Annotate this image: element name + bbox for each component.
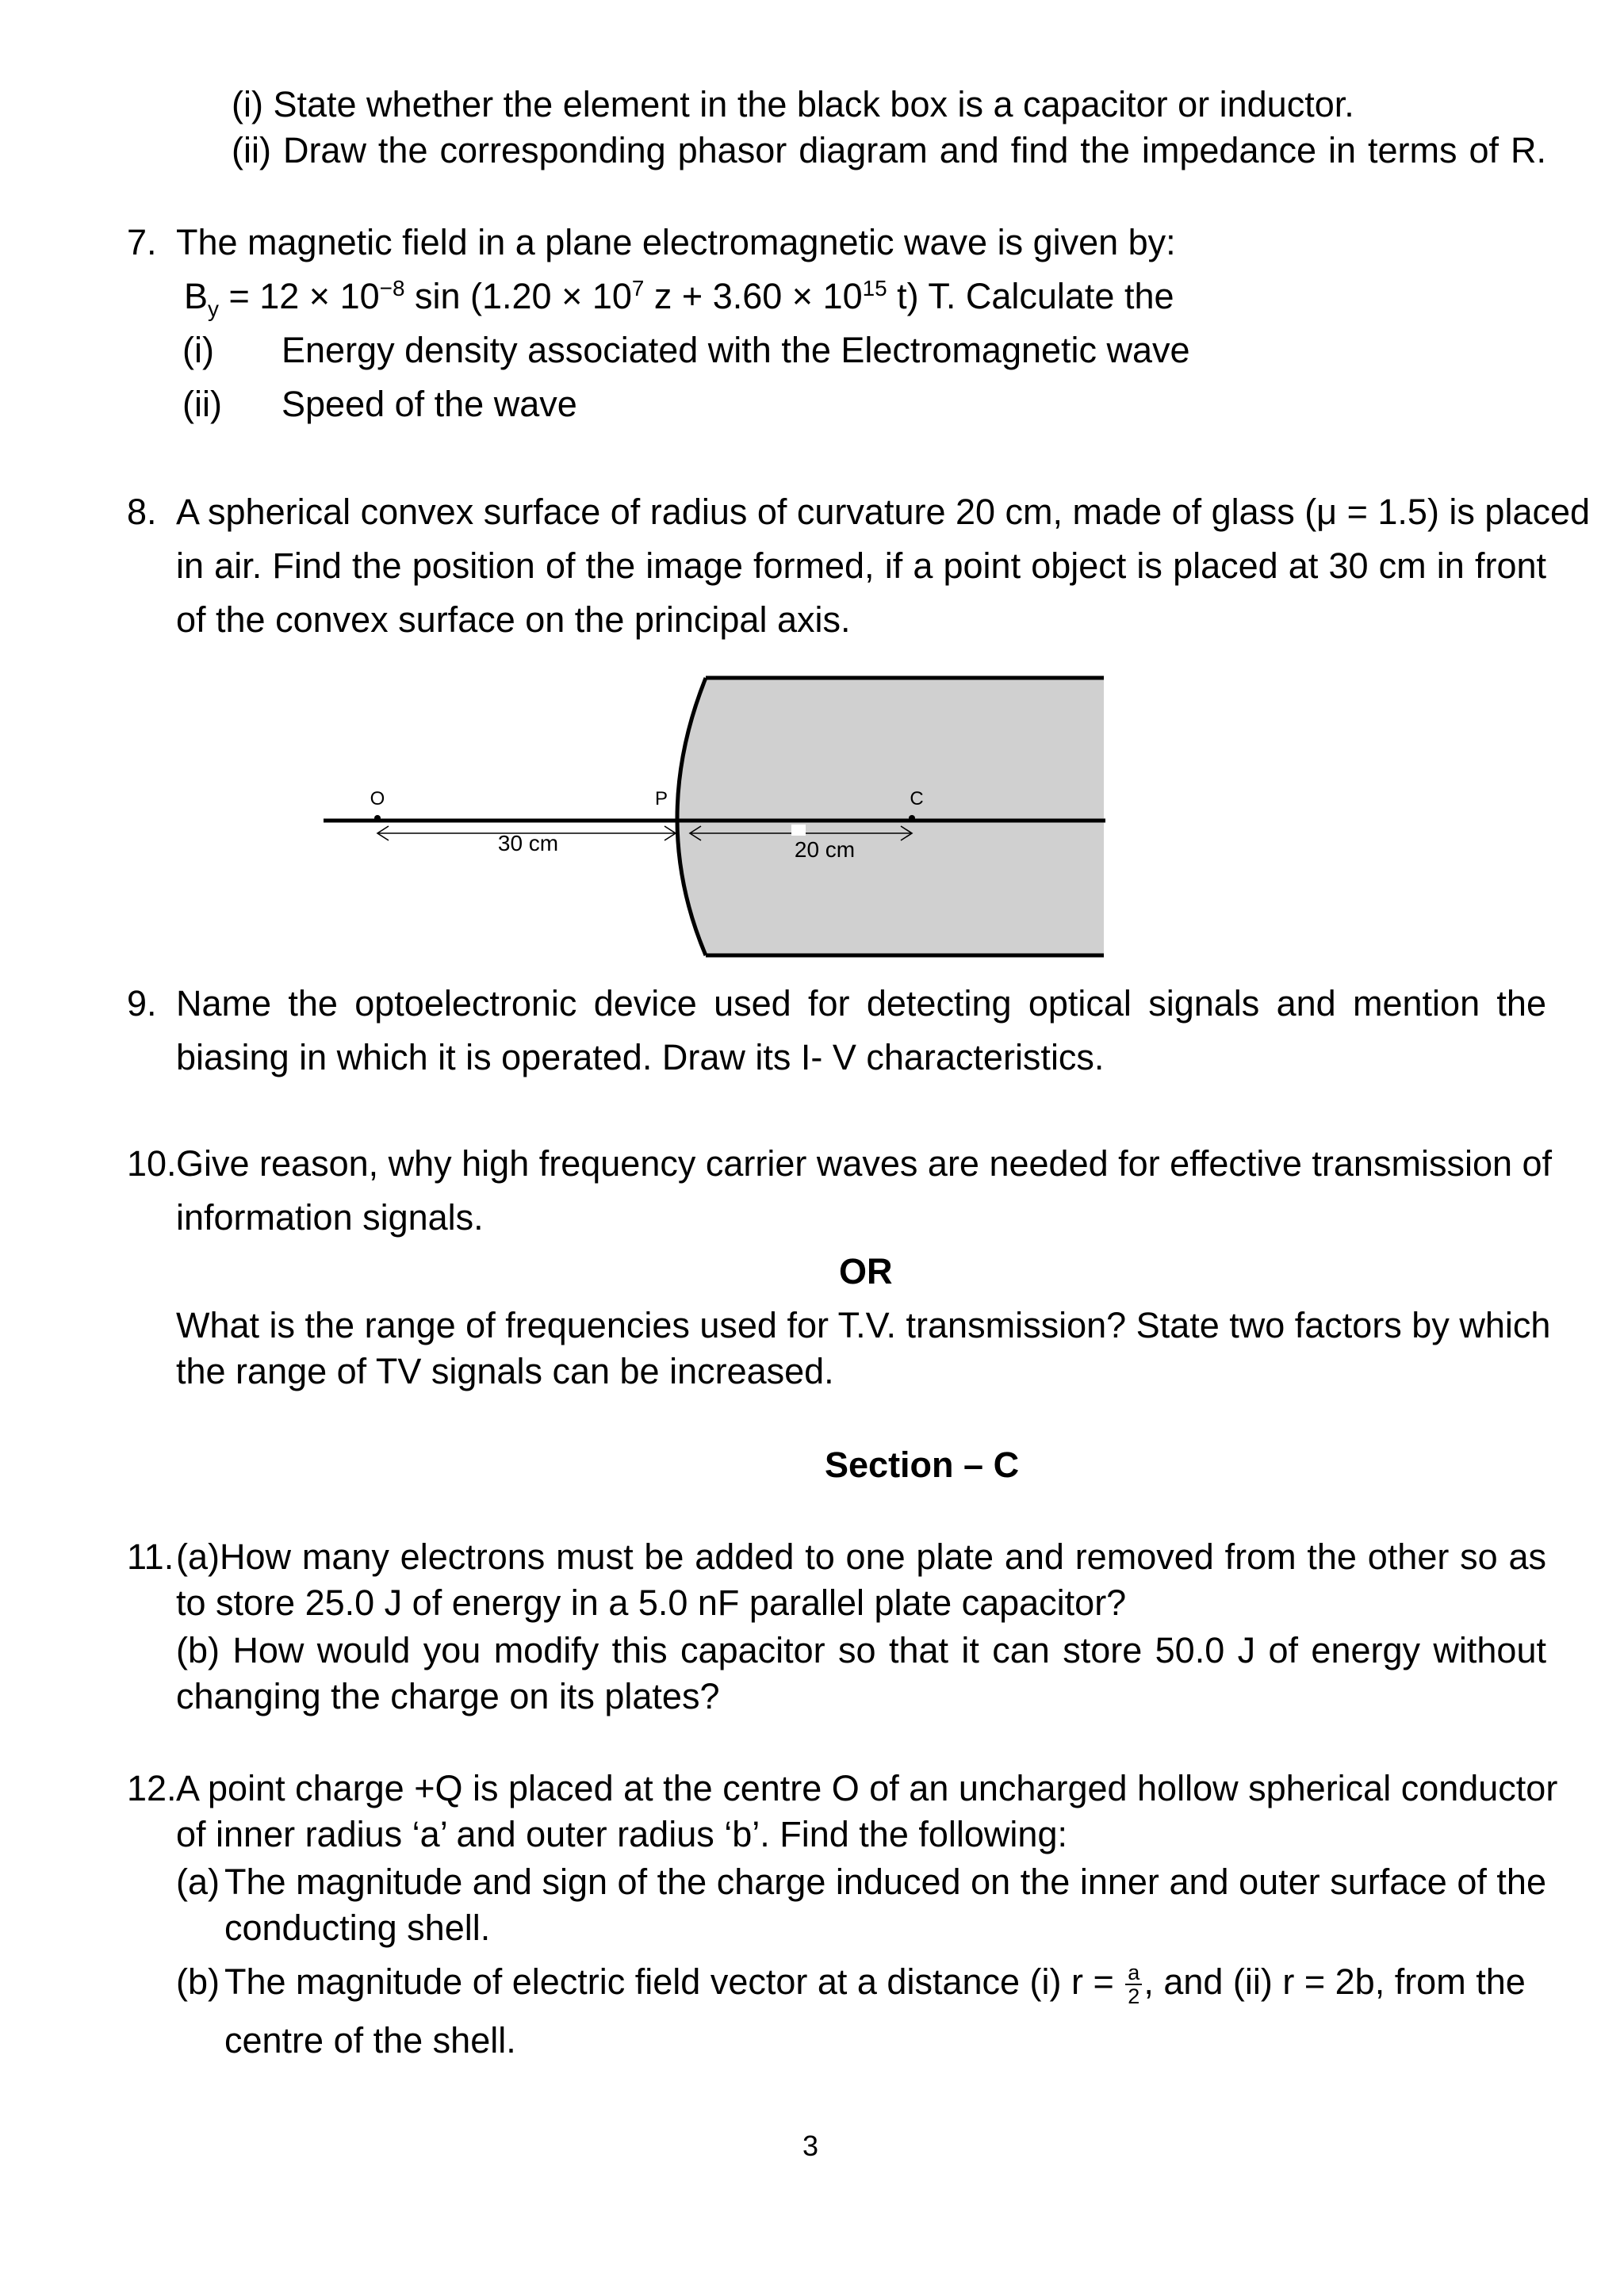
- glass-region: [677, 678, 1104, 955]
- q8-line-3: of the convex surface on the principal axis.: [176, 599, 851, 640]
- q11-line-3: (b) How would you modify this capacitor so that it can store 50.0 J of energy without: [176, 1630, 1546, 1670]
- fraction-denominator: 2: [1128, 1984, 1140, 2009]
- b-subscript: y: [208, 297, 219, 321]
- q7-intro: The magnetic field in a plane electromagnetic wave is given by:: [176, 222, 1176, 262]
- label-30cm: 30 cm: [497, 831, 559, 855]
- refraction-diagram: [317, 666, 1110, 967]
- eq-exponent-3: 15: [862, 276, 887, 300]
- eq-part-4: t) T. Calculate the: [887, 276, 1174, 316]
- b-symbol: B: [184, 276, 209, 316]
- q11-line-4: changing the charge on its plates?: [176, 1676, 720, 1716]
- q10-line-2: information signals.: [176, 1197, 484, 1238]
- q7-number: 7.: [127, 222, 157, 262]
- label-object: O: [370, 788, 385, 809]
- q12-line-1: A point charge +Q is placed at the centre O of an uncharged hollow spherical conductor: [176, 1768, 1558, 1808]
- q6-part-i: (i) State whether the element in the black box is a capacitor or inductor.: [232, 84, 1354, 124]
- page-number: 3: [802, 2130, 819, 2162]
- section-heading: Section – C: [825, 1445, 1020, 1485]
- q11-line-1: (a)How many electrons must be added to one plate and removed from the other so as: [176, 1536, 1546, 1577]
- label-20cm: 20 cm: [794, 837, 856, 862]
- q8-line-2: in air. Find the position of the image formed, if a point object is placed at 30 cm in front: [176, 545, 1546, 586]
- q9-number: 9.: [127, 983, 157, 1024]
- or-heading: OR: [839, 1251, 893, 1292]
- q10-line-1: Give reason, why high frequency carrier waves are needed for effective transmission of: [176, 1143, 1553, 1184]
- q7-part-ii-text: Speed of the wave: [282, 384, 577, 424]
- q12-part-b-line-1: [224, 1955, 1526, 2009]
- q11-line-2: to store 25.0 J of energy in a 5.0 nF parallel plate capacitor?: [176, 1582, 1127, 1623]
- q9-line-2: biasing in which it is operated. Draw its I- V characteristics.: [176, 1037, 1105, 1077]
- eq-part-1: = 12 × 10: [218, 276, 380, 316]
- q7-equation: [184, 270, 1174, 323]
- object-point: [374, 815, 381, 821]
- q7-part-i-text: Energy density associated with the Electromagnetic wave: [282, 330, 1190, 370]
- q12-b-text-after: , and (ii) r = 2b, from the: [1143, 1961, 1526, 2002]
- eq-part-3: z + 3.60 × 10: [644, 276, 863, 316]
- eq-exponent-1: −8: [379, 276, 405, 300]
- q10-number: 10.: [127, 1143, 177, 1184]
- q12-part-b-line-2: centre of the shell.: [224, 2020, 516, 2061]
- label-centre: C: [910, 788, 924, 809]
- q11-number: 11.: [127, 1536, 174, 1577]
- curvature-centre-point: [909, 815, 915, 821]
- q8-number: 8.: [127, 492, 157, 532]
- q7-part-ii-label: (ii): [182, 384, 222, 424]
- centre-marker: [791, 825, 806, 836]
- fraction-a-over-2: [1125, 1961, 1142, 2008]
- q12-part-b-label: (b): [176, 1961, 220, 2002]
- q7-part-i-label: (i): [182, 330, 214, 370]
- q6-part-ii: (ii) Draw the corresponding phasor diagram and find the impedance in terms of R.: [232, 130, 1546, 170]
- q12-part-a-line-1: The magnitude and sign of the charge induced on the inner and outer surface of the: [224, 1862, 1546, 1902]
- q10-alt-line-1: What is the range of frequencies used for T.V. transmission? State two factors by which: [176, 1305, 1551, 1345]
- q12-b-text-before: The magnitude of electric field vector at a distance (i) r =: [224, 1961, 1124, 2002]
- q10-alt-line-2: the range of TV signals can be increased.: [176, 1351, 834, 1391]
- q12-line-2: of inner radius ‘a’ and outer radius ‘b’. Find the following:: [176, 1814, 1067, 1854]
- fraction-numerator: a: [1125, 1961, 1142, 1985]
- q9-line-1: Name the optoelectronic device used for detecting optical signals and mention the: [176, 983, 1546, 1024]
- label-pole: P: [654, 788, 668, 809]
- q12-number: 12.: [127, 1768, 177, 1808]
- q8-line-1: A spherical convex surface of radius of curvature 20 cm, made of glass (μ = 1.5) is placed: [176, 492, 1591, 532]
- q12-part-a-line-2: conducting shell.: [224, 1908, 491, 1948]
- q12-part-a-label: (a): [176, 1862, 220, 1902]
- eq-part-2: sin (1.20 × 10: [404, 276, 632, 316]
- eq-exponent-2: 7: [631, 276, 645, 300]
